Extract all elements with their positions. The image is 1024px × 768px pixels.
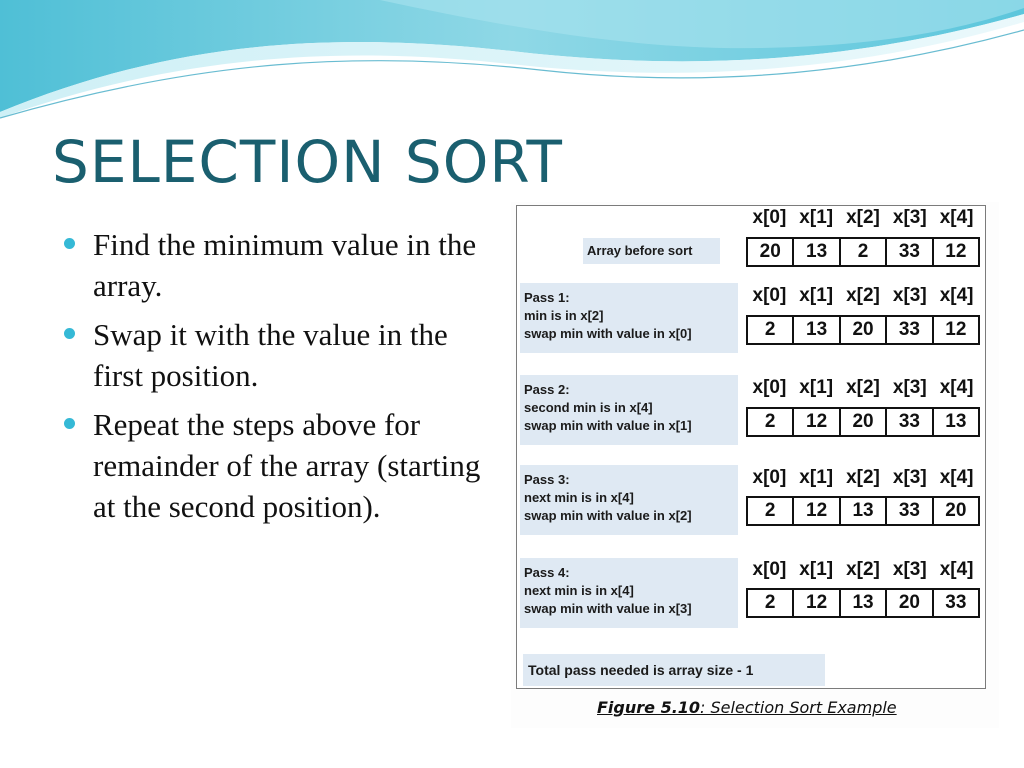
stage-label-line: swap min with value in x[0] — [524, 326, 692, 341]
array-cell: 12 — [945, 319, 967, 340]
index-label: x[0] — [752, 559, 787, 580]
index-label: x[2] — [846, 207, 880, 228]
array-cell: 33 — [887, 239, 933, 265]
array-row — [746, 496, 980, 526]
array-cell: 12 — [794, 590, 840, 616]
bullet-icon — [64, 418, 75, 429]
array-row — [746, 588, 980, 618]
array-cell: 12 — [794, 498, 840, 524]
array-cell: 20 — [887, 590, 933, 616]
index-label: x[3] — [892, 467, 927, 488]
array-cell: 12 — [945, 241, 967, 262]
array-row — [746, 407, 980, 437]
index-header — [746, 377, 980, 399]
stage-label-line: Pass 3: — [524, 472, 570, 487]
array-cell: 20 — [748, 239, 794, 265]
index-label: x[4] — [939, 467, 974, 488]
index-label: x[1] — [799, 377, 834, 398]
index-header — [746, 207, 980, 229]
array-cell: 2 — [748, 317, 794, 343]
index-label: x[1] — [799, 559, 834, 580]
array-row — [746, 315, 980, 345]
index-label: x[3] — [892, 559, 927, 580]
index-header — [746, 285, 980, 307]
array-cell: 33 — [945, 592, 967, 613]
array-cell: 12 — [794, 409, 840, 435]
index-label: x[1] — [799, 207, 834, 228]
array-cell: 33 — [887, 409, 933, 435]
bullet-icon — [64, 238, 75, 249]
bullet-text: Find the minimum value in the array. — [93, 227, 477, 303]
bullet-icon — [64, 328, 75, 339]
bullet-list — [64, 224, 504, 535]
figure-caption-text: : Selection Sort Example — [700, 698, 897, 717]
array-cell: 13 — [794, 317, 840, 343]
index-label: x[4] — [939, 207, 974, 228]
array-cell: 13 — [794, 239, 840, 265]
stage-label-line: second min is in x[4] — [524, 400, 653, 415]
figure-caption-label: Figure 5.10 — [597, 698, 701, 717]
stage-label-line: Pass 2: — [524, 382, 570, 397]
bullet-text: Repeat the steps above for remainder of the array (starting at the second position). — [93, 407, 481, 524]
array-cell: 13 — [841, 498, 887, 524]
stage-label — [520, 465, 738, 535]
stage-label-line: Pass 1: — [524, 290, 570, 305]
index-label: x[0] — [752, 285, 787, 306]
stage-label-line: swap min with value in x[3] — [524, 601, 692, 616]
array-cell: 33 — [887, 498, 933, 524]
index-label: x[2] — [846, 467, 880, 488]
index-label: x[3] — [892, 285, 927, 306]
stage-label — [520, 283, 738, 353]
index-label: x[3] — [892, 377, 927, 398]
total-pass-text: Total pass needed is array size - 1 — [528, 662, 754, 678]
array-cell: 2 — [748, 409, 794, 435]
index-label: x[2] — [846, 559, 880, 580]
index-label: x[4] — [939, 285, 974, 306]
array-cell: 20 — [841, 317, 887, 343]
array-cell: 2 — [748, 590, 794, 616]
index-label: x[3] — [892, 207, 927, 228]
stage-label-line: min is in x[2] — [524, 308, 604, 323]
stage-label-line: Pass 4: — [524, 565, 570, 580]
array-cell: 2 — [841, 239, 887, 265]
index-label: x[2] — [846, 285, 880, 306]
array-cell: 13 — [945, 411, 967, 432]
bullet-text: Swap it with the value in the first position. — [93, 317, 448, 393]
bullet-item — [64, 224, 504, 306]
array-cell: 20 — [945, 500, 967, 521]
stage-label-line: swap min with value in x[2] — [524, 508, 692, 523]
stage-label — [520, 558, 738, 628]
stage-label-line: Array before sort — [587, 243, 693, 258]
stage-label-line: swap min with value in x[1] — [524, 418, 692, 433]
header-wave-decoration — [0, 0, 1024, 130]
bullet-item — [64, 404, 504, 527]
stage-label-line: next min is in x[4] — [524, 583, 634, 598]
array-cell: 33 — [887, 317, 933, 343]
stage-label — [520, 375, 738, 445]
index-label: x[0] — [752, 467, 787, 488]
index-label: x[4] — [939, 377, 974, 398]
array-cell: 20 — [841, 409, 887, 435]
array-cell: 13 — [841, 590, 887, 616]
figure-caption — [597, 698, 897, 717]
total-pass-note — [523, 654, 825, 686]
index-header — [746, 467, 980, 489]
index-label: x[0] — [752, 377, 787, 398]
array-row — [746, 237, 980, 267]
bullet-item — [64, 314, 504, 396]
index-label: x[1] — [799, 467, 834, 488]
index-label: x[0] — [752, 207, 787, 228]
index-label: x[4] — [939, 559, 974, 580]
slide-title: SELECTION SORT — [52, 128, 563, 196]
array-cell: 2 — [748, 498, 794, 524]
index-header — [746, 559, 980, 581]
stage-label — [583, 238, 720, 264]
index-label: x[2] — [846, 377, 880, 398]
index-label: x[1] — [799, 285, 834, 306]
stage-label-line: next min is in x[4] — [524, 490, 634, 505]
